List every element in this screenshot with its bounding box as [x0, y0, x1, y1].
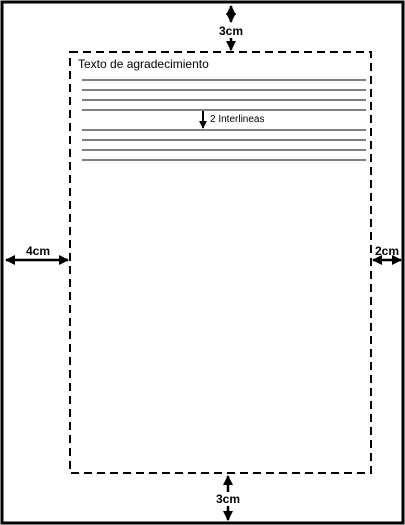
line-spacing-label: 2 Interlineas	[210, 114, 265, 125]
bottom-margin-label: 3cm	[215, 492, 241, 506]
document-heading: Texto de agradecimiento	[78, 57, 209, 71]
left-margin-label: 4cm	[25, 244, 51, 258]
top-margin-label: 3cm	[218, 24, 244, 38]
right-margin-label: 2cm	[374, 244, 400, 258]
